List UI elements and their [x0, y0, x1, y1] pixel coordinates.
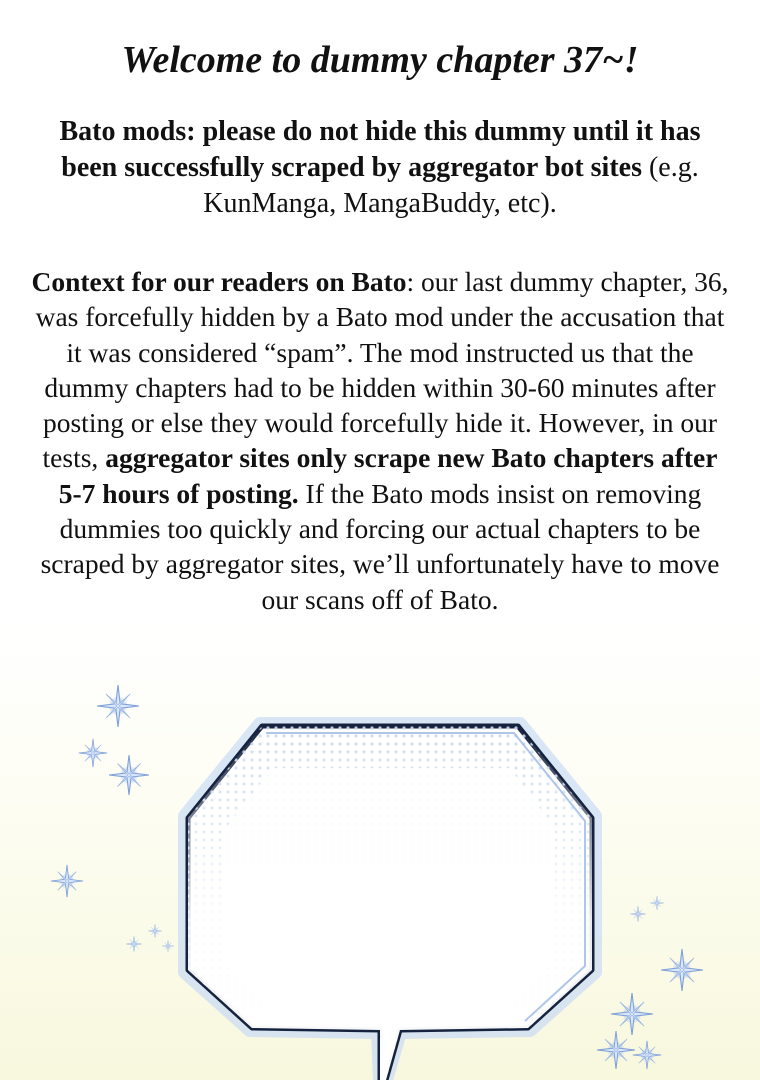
sparkle-icon: [650, 896, 663, 909]
sparkle-icon: [597, 1031, 635, 1069]
sparkle-icon: [148, 924, 161, 937]
sparkle-icon: [630, 906, 645, 921]
mod-notice-bold: Bato mods: please do not hide this dummy until it has been successfully scraped by aggregator bot sites: [59, 116, 701, 183]
sparkle-icon: [79, 739, 108, 768]
context-text-3: If the Bato mods insist on removing dummies too quickly and forcing our actual chapters to be scraped by aggregator sites, we’ll unfortunately have to move our scans off of Bato.: [40, 477, 720, 615]
mod-notice-examples: (e.g. KunManga, MangaBuddy, etc).: [203, 152, 699, 219]
context-text-1: : our last dummy chapter, 36, was forcefully hidden by a Bato mod under the accusation that it was considered “spam”. The mod instructed us that the dummy chapters had to be hidden within 30-60 minutes after posting or else they would forcefully hide it. However, in our tests,: [35, 266, 729, 474]
context-label: Context for our readers on Bato: [31, 266, 407, 297]
sparkle-icon: [162, 940, 173, 951]
sparkle-icon: [633, 1041, 662, 1070]
sparkle-icon: [661, 949, 703, 991]
sparkle-icon: [126, 936, 141, 951]
reader-context: [30, 264, 730, 617]
sparkle-icon: [51, 865, 83, 897]
sparkle-icon: [97, 685, 139, 727]
context-bold-2: aggregator sites only scrape new Bato chapters after 5-7 hours of posting.: [58, 442, 718, 509]
mod-notice: [30, 114, 730, 222]
page-title: Welcome to dummy chapter 37~!: [121, 39, 639, 81]
sparkle-icon: [109, 755, 149, 795]
speech-bubble-illustration: [0, 660, 760, 1080]
sparkle-icon: [611, 993, 653, 1035]
